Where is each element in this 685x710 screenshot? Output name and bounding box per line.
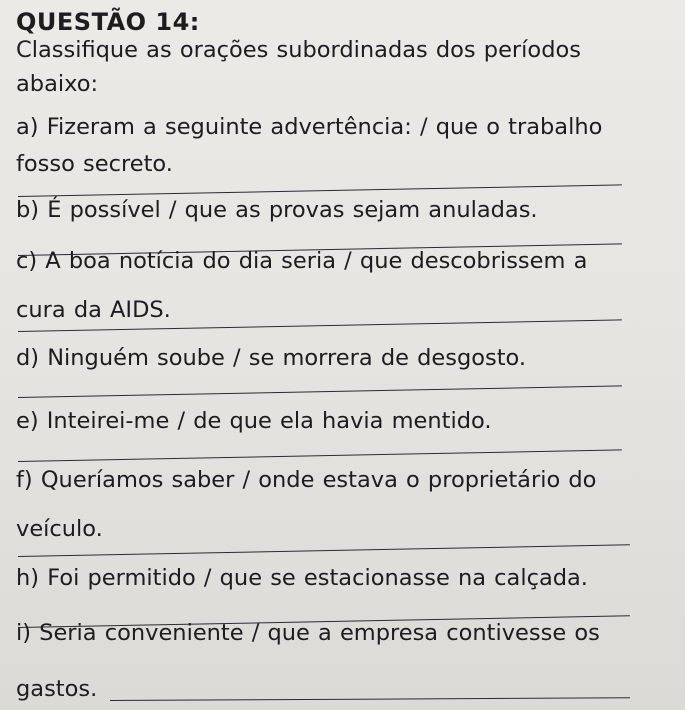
item-c-text-line-1: c) A boa notícia do dia seria / que descobrissem a [16, 248, 588, 274]
item-e-text: e) Inteirei-me / de que ela havia mentido. [16, 408, 492, 434]
item-c-text-line-2: cura da AIDS. [16, 297, 171, 323]
question-title: QUESTÃO 14: [16, 8, 200, 36]
item-a-text-line-1: a) Fizeram a seguinte advertência: / que o trabalho [16, 114, 603, 140]
item-f-text-line-1: f) Queríamos saber / onde estava o proprietário do [16, 467, 597, 493]
item-f-text-line-2: veículo. [16, 516, 103, 542]
item-i-text-line-2: gastos. [16, 676, 98, 702]
instruction-text-line-2: abaixo: [16, 71, 99, 97]
item-f-answer-line [18, 544, 630, 557]
item-i-text-line-1: i) Seria conveniente / que a empresa contivesse os [16, 620, 600, 646]
item-b-text: b) É possível / que as provas sejam anuladas. [16, 197, 538, 223]
instruction-text-line-1: Classifique as orações subordinadas dos períodos [16, 37, 581, 63]
item-d-text: d) Ninguém soube / se morrera de desgosto. [16, 345, 527, 371]
item-a-text-line-2: fosso secreto. [16, 151, 173, 177]
item-h-text: h) Foi permitido / que se estacionasse na calçada. [16, 565, 588, 591]
item-i-answer-line [110, 697, 630, 701]
item-e-answer-line [18, 449, 622, 462]
item-d-answer-line [18, 385, 622, 398]
